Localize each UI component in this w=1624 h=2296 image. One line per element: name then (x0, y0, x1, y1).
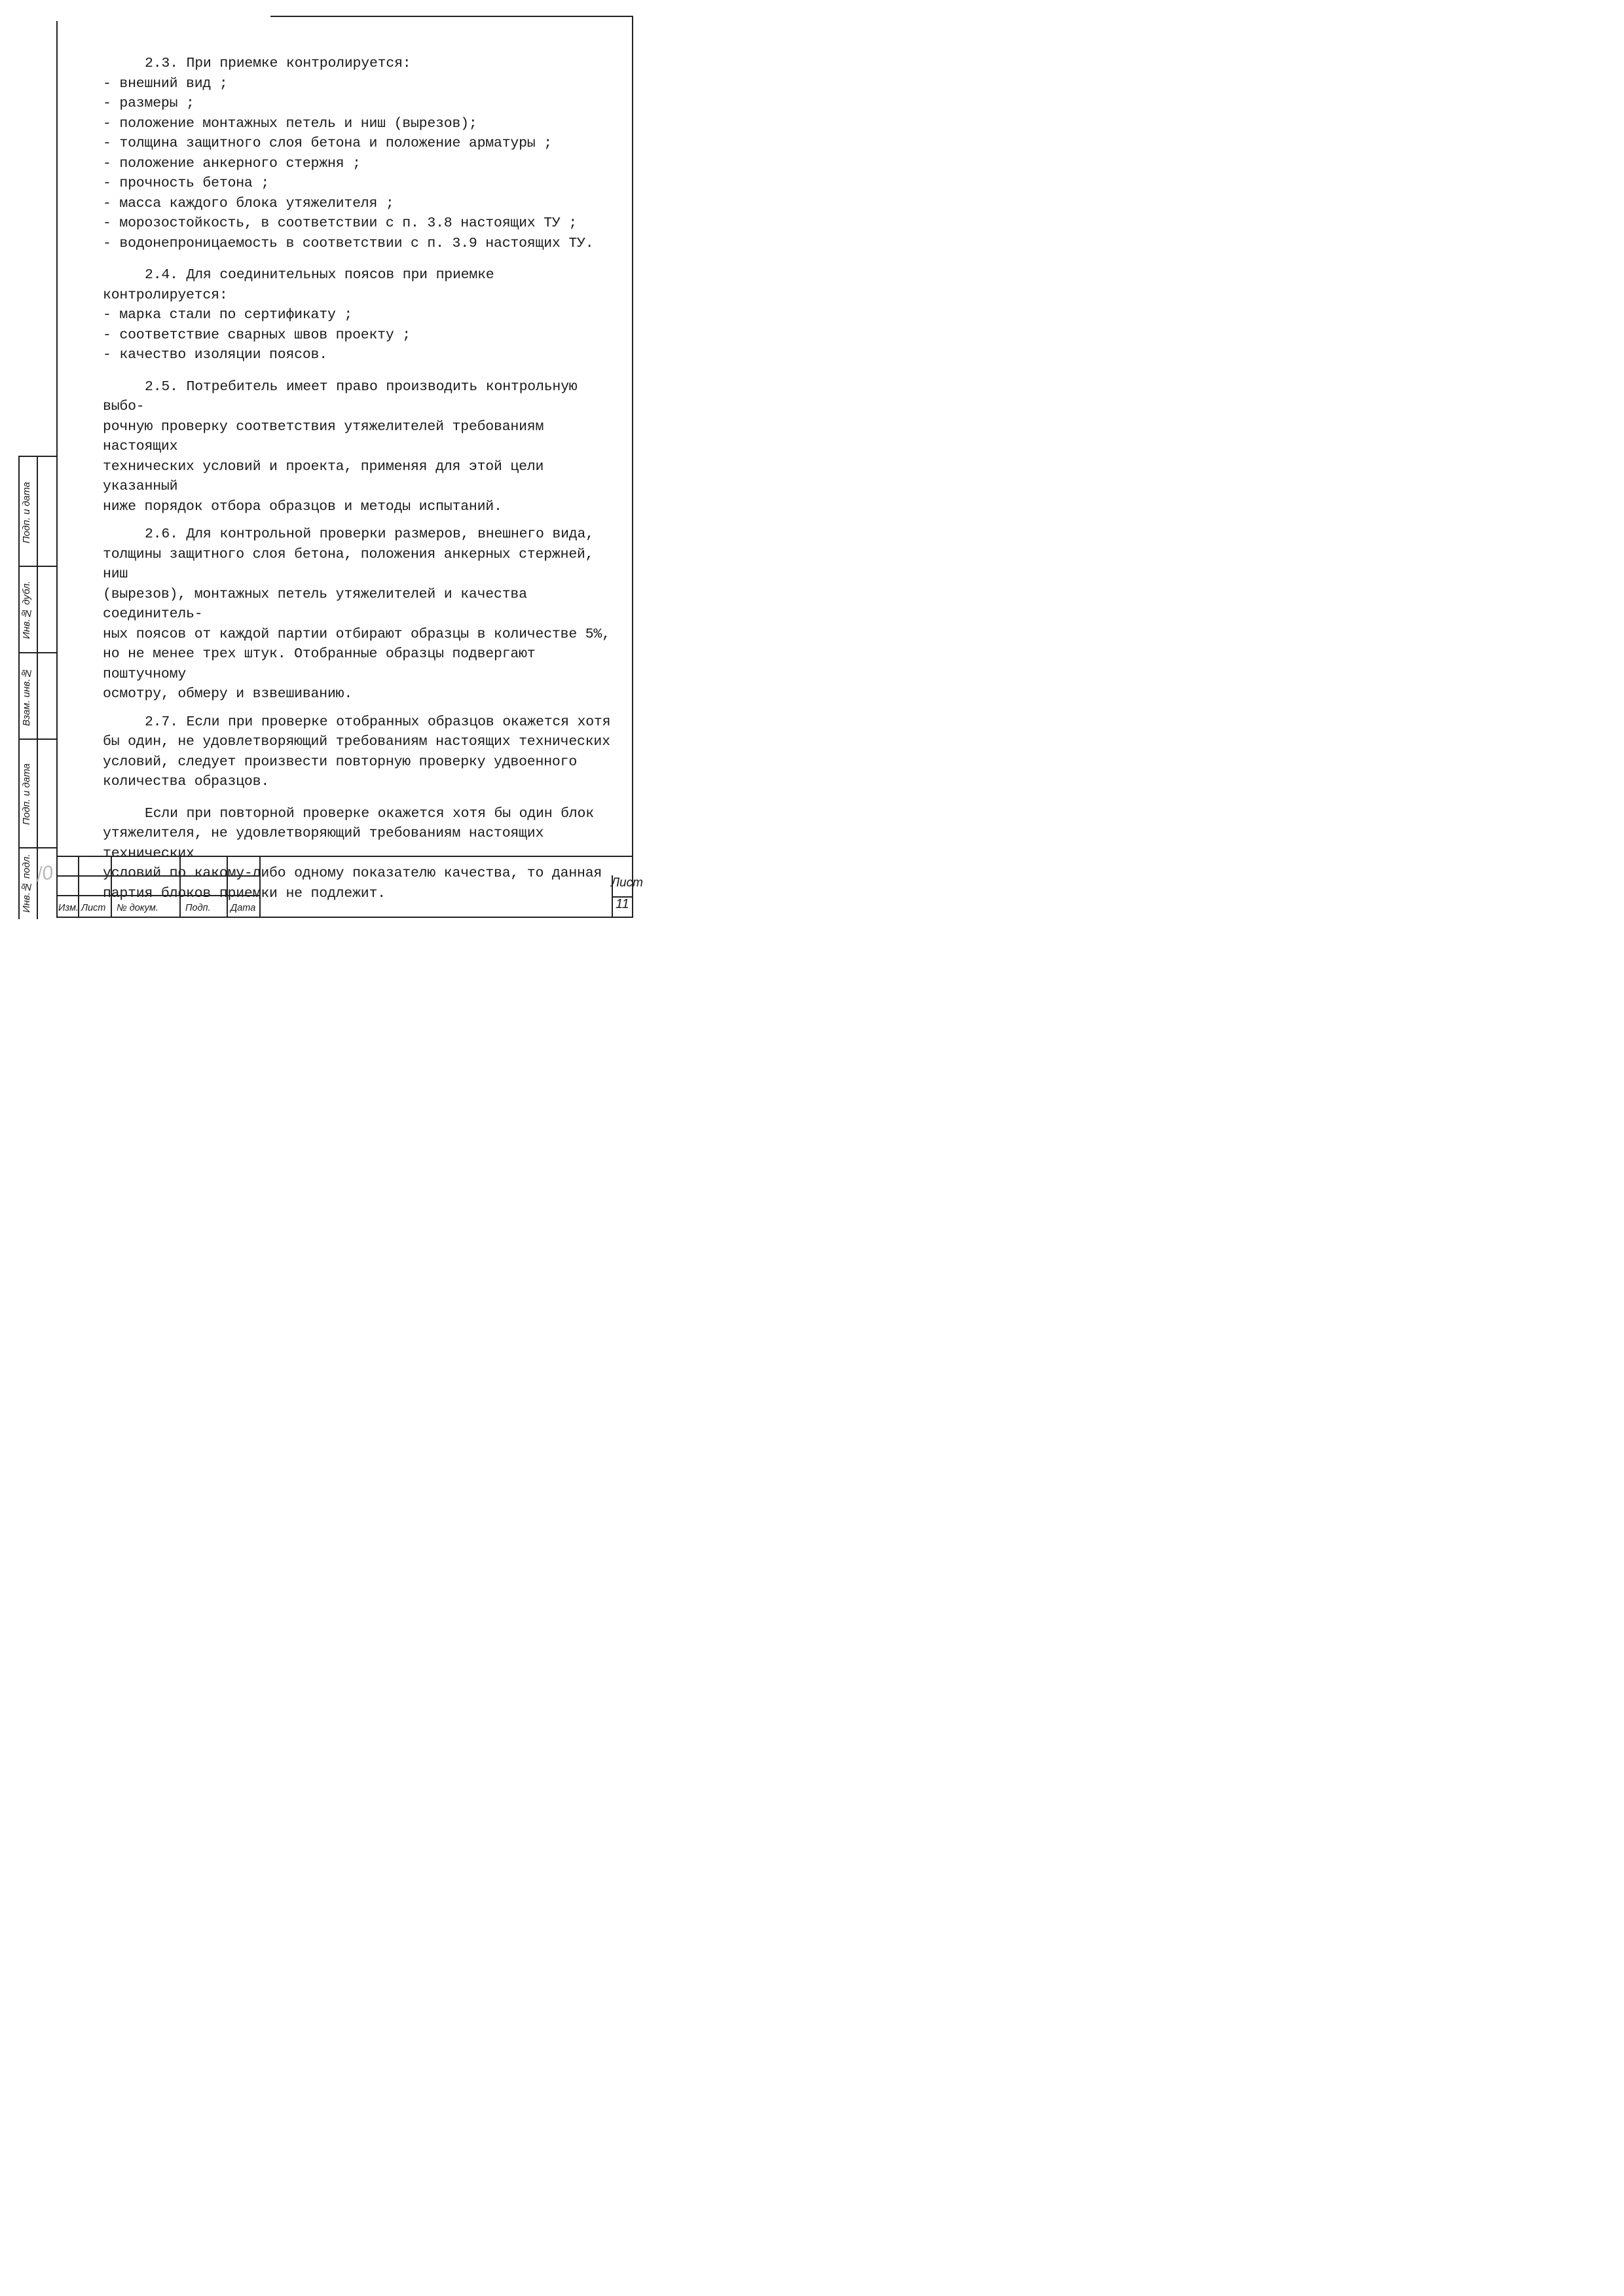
clause-2-4 (103, 265, 627, 365)
text-line: рочную проверку соответствия утяжелителей требованиям настоящих (103, 418, 544, 454)
clause-2-6 (103, 524, 627, 704)
title-block-label: Дата (231, 903, 256, 913)
side-stamp-label: Инв.№ подл. (21, 854, 32, 913)
text-line: партия блоков приемки не подлежит. (103, 885, 386, 902)
sheet-label: Лист (611, 876, 643, 890)
list-item: - морозостойкость, в соответствии с п. 3.8 настоящих ТУ ; (103, 215, 578, 231)
frame-top-line (270, 16, 633, 17)
clause-heading: 2.3. При приемке контролируется: (145, 56, 411, 71)
list-item: - водонепроницаемость в соответствии с п. 3.9 настоящих ТУ. (103, 235, 594, 251)
text-line: условий по какому-либо одному показателю качества, то данная (103, 866, 602, 881)
text-line: количества образцов. (103, 774, 270, 790)
text-line: условий, следует произвести повторную проверку удвоенного (103, 754, 578, 770)
clause-heading: 2.4. Для соединительных поясов при приемке контролируется: (103, 267, 494, 303)
document-body (103, 54, 627, 903)
title-block-label: № докум. (117, 903, 158, 913)
side-stamp-label: Подп. и дата (21, 482, 32, 543)
side-stamp (18, 456, 58, 919)
list-item: - марка стали по сертификату ; (103, 307, 353, 323)
text-line: 2.5. Потребитель имеет право производить контрольную выбо- (103, 378, 578, 414)
text-line: толщины защитного слоя бетона, положения анкерных стержней, ниш (103, 546, 594, 582)
list-item: - положение анкерного стержня ; (103, 155, 361, 172)
list-item: - качество изоляции поясов. (103, 347, 327, 363)
text-line: 2.6. Для контрольной проверки размеров, внешнего вида, (145, 526, 594, 542)
text-line: технических условий и проекта, применяя для этой цели указанный (103, 458, 544, 494)
text-line: утяжелителя, не удовлетворяющий требованиям настоящих технических (103, 826, 544, 862)
list-item: - толщина защитного слоя бетона и положение арматуры ; (103, 136, 552, 151)
list-item: - масса каждого блока утяжелителя ; (103, 195, 394, 211)
text-line: осмотру, обмеру и взвешиванию. (103, 686, 353, 702)
pencil-mark: /0 (35, 862, 55, 886)
list-item: - прочность бетона ; (103, 175, 270, 191)
list-item: - соответствие сварных швов проекту ; (103, 327, 411, 343)
side-stamp-label: Подп. и дата (21, 763, 32, 825)
text-line: (вырезов), монтажных петель утяжелителей и качества соединитель- (103, 586, 527, 622)
side-stamp-label: Инв.№ дубл. (21, 581, 32, 640)
text-line: ных поясов от каждой партии отбирают образцы в количестве 5%, (103, 626, 610, 642)
list-item: - размеры ; (103, 96, 194, 111)
sheet-number: 11 (616, 897, 629, 911)
clause-2-3 (103, 54, 627, 253)
list-item: - внешний вид ; (103, 75, 228, 92)
clause-2-7 (103, 712, 627, 792)
frame-right-line (632, 16, 633, 918)
title-block-label: Лист (81, 903, 106, 913)
clause-2-5 (103, 377, 627, 517)
title-block-label: Подп. (185, 903, 211, 913)
side-stamp-label: Взам. инв.№ (21, 667, 32, 726)
title-block (56, 856, 633, 918)
list-item: - положение монтажных петель и ниш (вырезов); (103, 115, 477, 132)
text-line: Если при повторной проверке окажется хотя бы один блок (145, 805, 594, 822)
text-line: но не менее трех штук. Отобранные образцы подвергают поштучному (103, 646, 536, 682)
text-line: ниже порядок отбора образцов и методы испытаний. (103, 498, 502, 515)
text-line: 2.7. Если при проверке отобранных образцов окажется хотя (145, 714, 611, 730)
title-block-label: Изм. (58, 903, 79, 913)
text-line: бы один, не удовлетворяющий требованиям настоящих технических (103, 734, 610, 750)
